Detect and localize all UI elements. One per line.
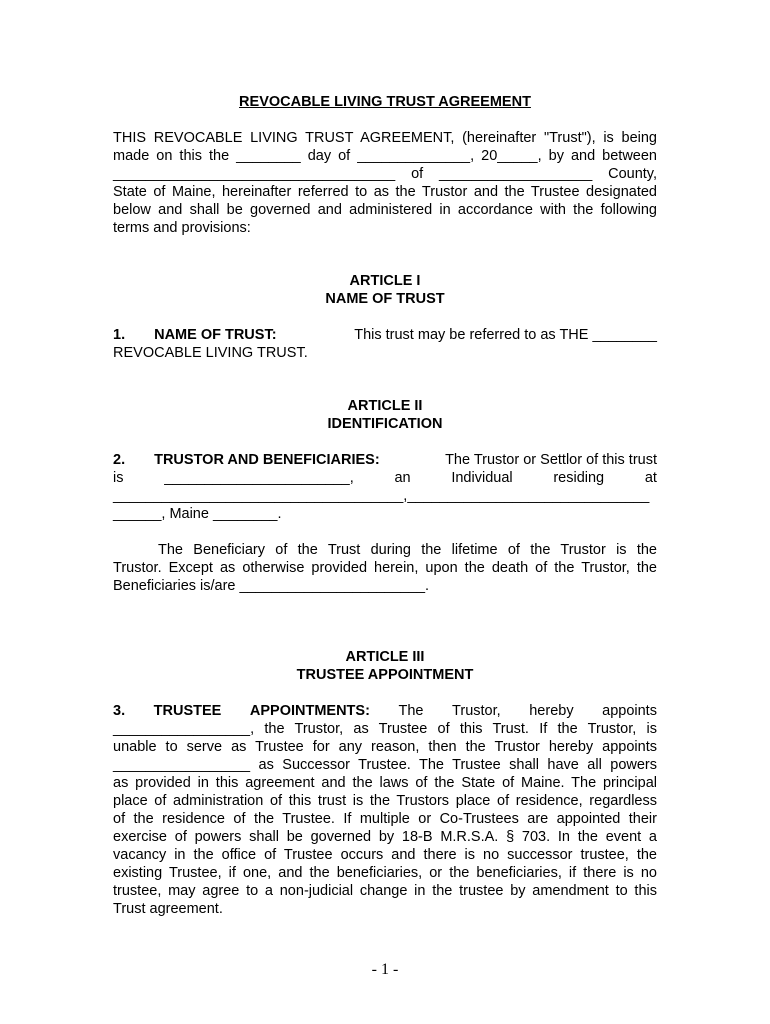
article-2-clause-line: ______, Maine ________.: [113, 506, 282, 522]
article-3-clause-line: of the residence of the Trustee. If multiple or Co-Trustees are appointed their: [113, 811, 657, 827]
beneficiary-line: The Beneficiary of the Trust during the lifetime of the Trustor is the: [158, 542, 657, 558]
article-2-clause-line: ____________________________________,______________________________: [113, 488, 650, 504]
clause-number: 2.: [113, 452, 126, 468]
intro-line: terms and provisions:: [113, 220, 251, 236]
beneficiary-line: Beneficiaries is/are _______________________.: [113, 578, 430, 594]
article-2-subheading: IDENTIFICATION: [327, 416, 443, 432]
article-3-clause-line: trustee, may agree to a non-judicial change in the trustee by amendment to this: [113, 883, 657, 899]
clause-word: an: [394, 470, 411, 486]
clause-word: APPOINTMENTS:: [249, 703, 370, 719]
article-2-clause-line: [113, 469, 657, 487]
intro-line: made on this the ________ day of ______________, 20_____, by and between: [113, 148, 657, 164]
clause-word: _______________________,: [164, 470, 354, 486]
clause-label: NAME OF TRUST:: [154, 327, 277, 343]
article-3-clause-line: vacancy in the office of Trustee occurs and there is no successor trustee, the: [113, 847, 657, 863]
clause-word: TRUSTEE: [153, 703, 222, 719]
beneficiary-line: Trustor. Except as otherwise provided herein, upon the death of the Trustor, the: [113, 560, 657, 576]
clause-word: Individual: [451, 470, 513, 486]
article-2-clause-line: [113, 451, 657, 469]
article-3-clause-line: existing Trustee, if one, and the beneficiaries, or the beneficiaries, if there is no: [113, 865, 657, 881]
clause-text: This trust may be referred to as THE ________: [354, 327, 657, 343]
article-3-clause-line: Trust agreement.: [113, 901, 223, 917]
clause-number: 3.: [113, 703, 126, 719]
intro-line: THIS REVOCABLE LIVING TRUST AGREEMENT, (hereinafter "Trust"), is being: [113, 130, 657, 146]
clause-word: The: [398, 703, 424, 719]
clause-word: residing: [553, 470, 605, 486]
article-3-clause-line: as provided in this agreement and the laws of the State of Maine. The principal: [113, 775, 657, 791]
article-1-clause-line: REVOCABLE LIVING TRUST.: [113, 345, 308, 361]
article-2-heading: ARTICLE II: [347, 398, 423, 414]
clause-text: The Trustor or Settlor of this trust: [445, 452, 657, 468]
page-number: - 1 -: [371, 961, 399, 978]
clause-word: Trustor,: [452, 703, 501, 719]
article-1-subheading: NAME OF TRUST: [325, 291, 445, 307]
article-3-heading: ARTICLE III: [345, 649, 425, 665]
article-3-clause-line: exercise of powers shall be governed by 18-B M.R.S.A. § 703. In the event a: [113, 829, 657, 845]
clause-word: hereby: [529, 703, 574, 719]
article-3-clause-line: _________________ as Successor Trustee. The Trustee shall have all powers: [113, 757, 657, 773]
clause-label: TRUSTOR AND BENEFICIARIES:: [154, 452, 380, 468]
article-3-clause-line: place of administration of this trust is the Trustors place of residence, regardless: [113, 793, 657, 809]
article-3-subheading: TRUSTEE APPOINTMENT: [296, 667, 474, 683]
article-3-clause-line: _________________, the Trustor, as Trustee of this Trust. If the Trustor, is: [113, 721, 657, 737]
article-1-clause-line: [113, 326, 657, 344]
clause-word: appoints: [602, 703, 657, 719]
clause-word: at: [644, 470, 657, 486]
document-title: REVOCABLE LIVING TRUST AGREEMENT: [239, 94, 531, 110]
intro-line: State of Maine, hereinafter referred to as the Trustor and the Trustee designated: [113, 184, 657, 200]
intro-line: ___________________________________ of ___________________ County,: [113, 166, 657, 182]
clause-word: is: [113, 470, 124, 486]
article-3-clause-line: unable to serve as Trustee for any reason, then the Trustor hereby appoints: [113, 739, 657, 755]
intro-line: below and shall be governed and administered in accordance with the following: [113, 202, 657, 218]
clause-number: 1.: [113, 327, 126, 343]
article-1-heading: ARTICLE I: [349, 273, 421, 289]
article-3-clause-line: [113, 702, 657, 720]
